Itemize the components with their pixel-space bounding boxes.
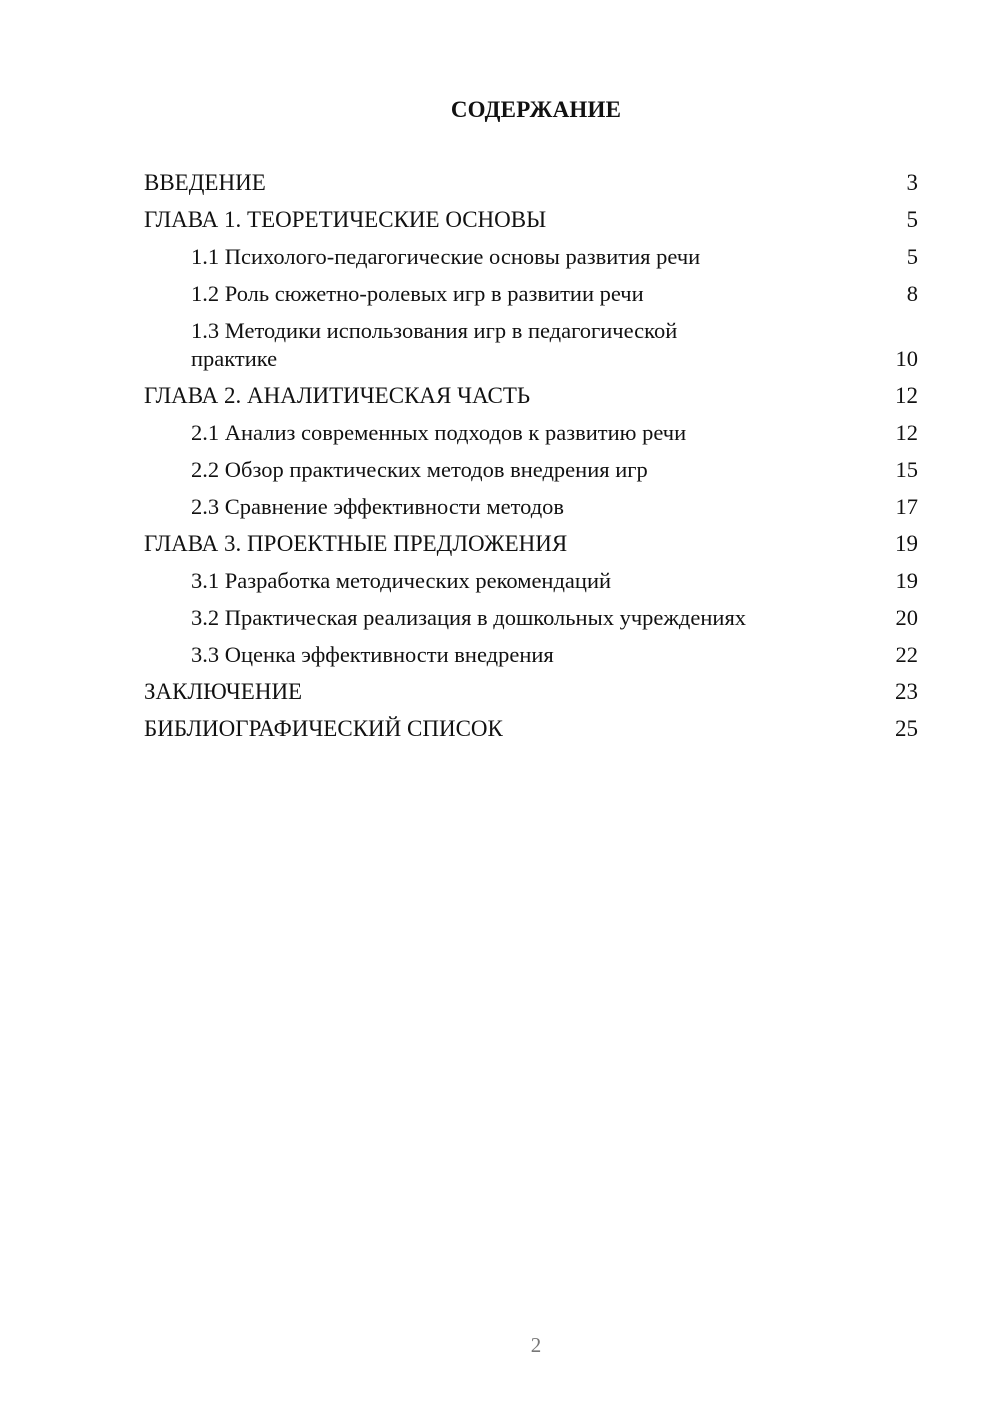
toc-entry-page: 15 xyxy=(895,457,918,482)
toc-entry-page: 22 xyxy=(895,642,918,667)
page-number: 2 xyxy=(530,1333,542,1357)
toc-entry-text: 2.1 Анализ современных подходов к развитию речи xyxy=(191,420,687,445)
toc-entry-text: 3.2 Практическая реализация в дошкольных учреждениях xyxy=(191,605,747,630)
toc-entry-page: 5 xyxy=(906,244,918,269)
toc-row[interactable] xyxy=(144,169,918,197)
toc-row[interactable] xyxy=(144,641,918,669)
toc-row[interactable] xyxy=(144,530,918,558)
toc-entry-page: 5 xyxy=(906,207,918,232)
toc-row[interactable] xyxy=(144,567,918,595)
toc-entry-text: 2.3 Сравнение эффективности методов xyxy=(191,494,565,519)
toc-entry-page: 20 xyxy=(895,605,918,630)
toc-entry-page: 10 xyxy=(895,346,918,371)
toc-row[interactable] xyxy=(144,678,918,706)
toc-entry-text: 1.1 Психолого-педагогические основы развития речи xyxy=(191,244,701,269)
toc-row[interactable] xyxy=(144,317,918,373)
toc-entry-page: 23 xyxy=(895,679,918,704)
toc-row[interactable] xyxy=(144,206,918,234)
toc-entry-page: 12 xyxy=(895,383,918,408)
toc-row[interactable] xyxy=(144,715,918,743)
toc-entry-text: БИБЛИОГРАФИЧЕСКИЙ СПИСОК xyxy=(144,716,503,741)
toc-entry-page: 3 xyxy=(906,170,918,195)
toc-row[interactable] xyxy=(144,243,918,271)
toc-entry-text: 2.2 Обзор практических методов внедрения игр xyxy=(191,457,648,482)
toc-entry-text: 1.2 Роль сюжетно-ролевых игр в развитии речи xyxy=(191,281,644,306)
toc-entry-page: 8 xyxy=(906,281,918,306)
toc-entry-text: ГЛАВА 2. АНАЛИТИЧЕСКАЯ ЧАСТЬ xyxy=(144,383,531,408)
toc-entry-text: ЗАКЛЮЧЕНИЕ xyxy=(144,679,303,704)
toc-entry-page: 17 xyxy=(895,494,918,519)
toc-row[interactable] xyxy=(144,493,918,521)
toc-entry-page: 25 xyxy=(895,716,918,741)
toc-entry-page: 19 xyxy=(895,568,918,593)
toc-row[interactable] xyxy=(144,280,918,308)
toc-row[interactable] xyxy=(144,456,918,484)
toc-entry-text: ВВЕДЕНИЕ xyxy=(144,170,266,195)
toc-entry-page: 12 xyxy=(895,420,918,445)
toc-entry-page: 19 xyxy=(895,531,918,556)
toc-entry-text: 1.3 Методики использования игр в педагогической практике xyxy=(191,318,678,371)
toc-row[interactable] xyxy=(144,604,918,632)
toc-entry-text: ГЛАВА 1. ТЕОРЕТИЧЕСКИЕ ОСНОВЫ xyxy=(144,207,547,232)
page-title: СОДЕРЖАНИЕ xyxy=(450,97,622,122)
toc-entry-text: 3.3 Оценка эффективности внедрения xyxy=(191,642,554,667)
table-of-contents xyxy=(144,169,918,752)
toc-entry-text: ГЛАВА 3. ПРОЕКТНЫЕ ПРЕДЛОЖЕНИЯ xyxy=(144,531,568,556)
toc-row[interactable] xyxy=(144,382,918,410)
toc-entry-text: 3.1 Разработка методических рекомендаций xyxy=(191,568,612,593)
toc-row[interactable] xyxy=(144,419,918,447)
